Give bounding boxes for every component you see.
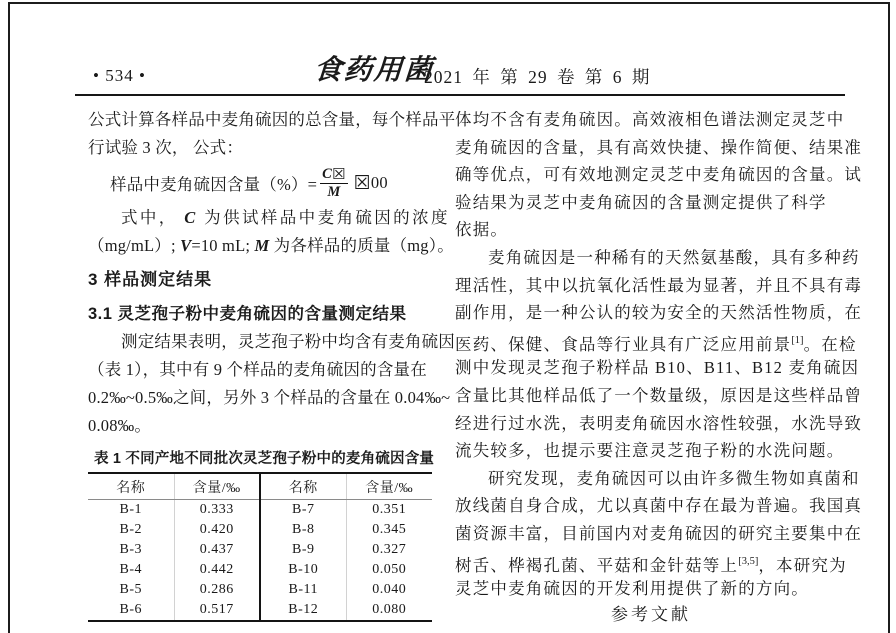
explanation-text: 式中，: [121, 208, 185, 227]
content-value: 0.040: [372, 582, 407, 597]
sample-name: B-8: [260, 520, 346, 540]
left-paragraph-line: 0.2‰~0.5‰之间，另外 3 个样品的含量在 0.04‰~: [88, 388, 451, 407]
left-paragraph-line: （表 1），其中有 9 个样品的麦角硫因的含量在: [88, 360, 427, 379]
page-number: • 534 •: [93, 66, 146, 85]
sample-name: B-3: [88, 540, 174, 560]
references-heading: 参考文献: [611, 604, 691, 624]
left-paragraph-line: 测定结果表明，灵芝孢子粉中均含有麦角硫因: [121, 332, 455, 351]
formula-explanation-line: [88, 232, 454, 260]
right-paragraph-line: 测中发现灵芝孢子粉样品 B10、B11、B12 麦角硫因: [455, 358, 860, 378]
citation-ref-3-5: [3,5]: [738, 555, 759, 567]
variable-m: M: [327, 183, 341, 200]
right-paragraph-line: 灵芝中麦角硫因的开发利用提供了新的方向。: [455, 579, 809, 599]
right-paragraph-line: 验结果为灵芝中麦角硫因的含量测定提供了科学: [455, 192, 827, 212]
corrupt-glyph-box-icon: ☒: [353, 171, 371, 194]
section-3-1-heading: 3.1 灵芝孢子粉中麦角硫因的含量测定结果: [88, 305, 407, 323]
table-row: [88, 600, 432, 621]
sample-name: B-5: [88, 580, 174, 600]
content-value: 0.327: [372, 542, 407, 557]
explanation-text: =10 mL;: [191, 236, 255, 255]
content-value: 0.333: [174, 500, 260, 521]
content-value: 0.442: [174, 560, 260, 580]
corrupt-glyph-box-icon: ☒: [332, 164, 346, 183]
table-row: [88, 540, 432, 560]
right-paragraph-line: 经进行过水洗，表明麦角硫因水溶性较强，水洗导致: [455, 413, 863, 433]
citation-ref-1: [1]: [791, 334, 804, 346]
right-paragraph-line: 流失较多，也提示要注意灵芝孢子粉的水洗问题。: [455, 441, 845, 461]
section-3-heading: 3 样品测定结果: [88, 270, 213, 289]
formula-lead: 样品中麦角硫因含量（%）=: [110, 175, 318, 194]
line-text: 树舌、桦褐孔菌、平菇和金针菇等上: [455, 555, 739, 575]
header-rule: [75, 94, 845, 96]
right-paragraph-line: 副作用，是一种公认的较为安全的天然活性物质，在: [455, 303, 863, 323]
table-row: [88, 520, 432, 540]
sample-name: B-9: [260, 540, 346, 560]
line-text: 医药、保健、食品等行业具有广泛应用前景: [455, 334, 792, 354]
table-header-row: [88, 473, 432, 500]
line-text: 。在检: [803, 334, 857, 354]
ergothioneine-content-formula: [88, 162, 438, 204]
content-value: 0.286: [174, 580, 260, 600]
right-paragraph-line: 依据。: [455, 220, 509, 240]
sample-name: B-6: [88, 600, 174, 621]
content-value: 0.351: [372, 502, 407, 517]
formula-denominator: [327, 184, 340, 201]
right-paragraph-line: 研究发现，麦角硫因可以由许多微生物如真菌和: [488, 468, 860, 488]
formula-numerator: [320, 166, 348, 184]
line-text: ，本研究为: [758, 555, 847, 575]
content-value: 0.050: [372, 562, 407, 577]
formula-fraction: [320, 166, 348, 200]
right-paragraph-line: 麦角硫因的含量，具有高效快捷、操作简便、结果准: [455, 137, 863, 157]
table-row: [88, 580, 432, 600]
table-1-caption: 表 1 不同产地不同批次灵芝孢子粉中的麦角硫因含量: [94, 451, 435, 467]
right-paragraph-line: 理活性，其中以抗氧化活性最为显著，并且不具有毒: [455, 275, 863, 295]
content-value: 0.080: [372, 602, 407, 617]
column-header: 含量/‰: [346, 473, 432, 500]
left-paragraph-line: 公式计算各样品中麦角硫因的总含量，每个样品平: [88, 110, 456, 129]
content-value: 0.345: [372, 522, 407, 537]
right-paragraph-line: [455, 327, 857, 355]
content-value: 0.517: [174, 600, 260, 621]
right-paragraph-line: 放线菌自身合成，尤以真菌中存在最为普遍。我国真: [455, 496, 863, 516]
right-paragraph-line: 确等优点，可有效地测定灵芝中麦角硫因的含量。试: [455, 165, 863, 185]
content-value: 0.437: [174, 540, 260, 560]
right-paragraph-line: 体均不含有麦角硫因。高效液相色谱法测定灵芝中: [455, 110, 845, 129]
explanation-text: 为供试样品中麦角硫因的浓度: [197, 208, 450, 227]
right-paragraph-line: [455, 548, 847, 576]
variable-c: C: [184, 208, 198, 227]
table-row: [88, 560, 432, 580]
right-paragraph-line: 麦角硫因是一种稀有的天然氨基酸，具有多种药: [488, 247, 860, 267]
right-paragraph-line: 含量比其他样品低了一个数量级，原因是这些样品曾: [455, 385, 863, 405]
sample-name: B-4: [88, 560, 174, 580]
formula-explanation-line: [88, 204, 450, 232]
sample-name: B-1: [88, 500, 174, 521]
left-paragraph-line: 行试验 3 次， 公式：: [88, 138, 244, 157]
column-header: 名称: [260, 473, 346, 500]
left-column: [88, 106, 456, 622]
variable-m: M: [254, 236, 270, 255]
issue-info: 2021 年 第 29 卷 第 6 期: [424, 67, 651, 87]
sample-name: B-7: [260, 500, 346, 521]
right-column: [455, 106, 863, 626]
table-1-ergothioneine-content: [88, 472, 432, 622]
table-row: [88, 500, 432, 521]
right-paragraph-line: 菌资源丰富，目前国内对麦角硫因的研究主要集中在: [455, 523, 863, 543]
variable-c: C: [322, 165, 333, 182]
column-header: 含量/‰: [174, 473, 260, 500]
content-value: 0.420: [174, 520, 260, 540]
variable-v: V: [180, 236, 192, 255]
explanation-text: 为各样品的质量（mg）。: [269, 236, 454, 255]
sample-name: B-12: [260, 600, 346, 621]
column-header: 名称: [88, 473, 174, 500]
formula-tail: 00: [370, 173, 388, 192]
journal-logo: 食药用菌: [312, 53, 436, 86]
left-paragraph-line: 0.08‰。: [88, 416, 152, 435]
sample-name: B-2: [88, 520, 174, 540]
sample-name: B-10: [260, 560, 346, 580]
explanation-text: （mg/mL）;: [88, 236, 181, 255]
sample-name: B-11: [260, 580, 346, 600]
